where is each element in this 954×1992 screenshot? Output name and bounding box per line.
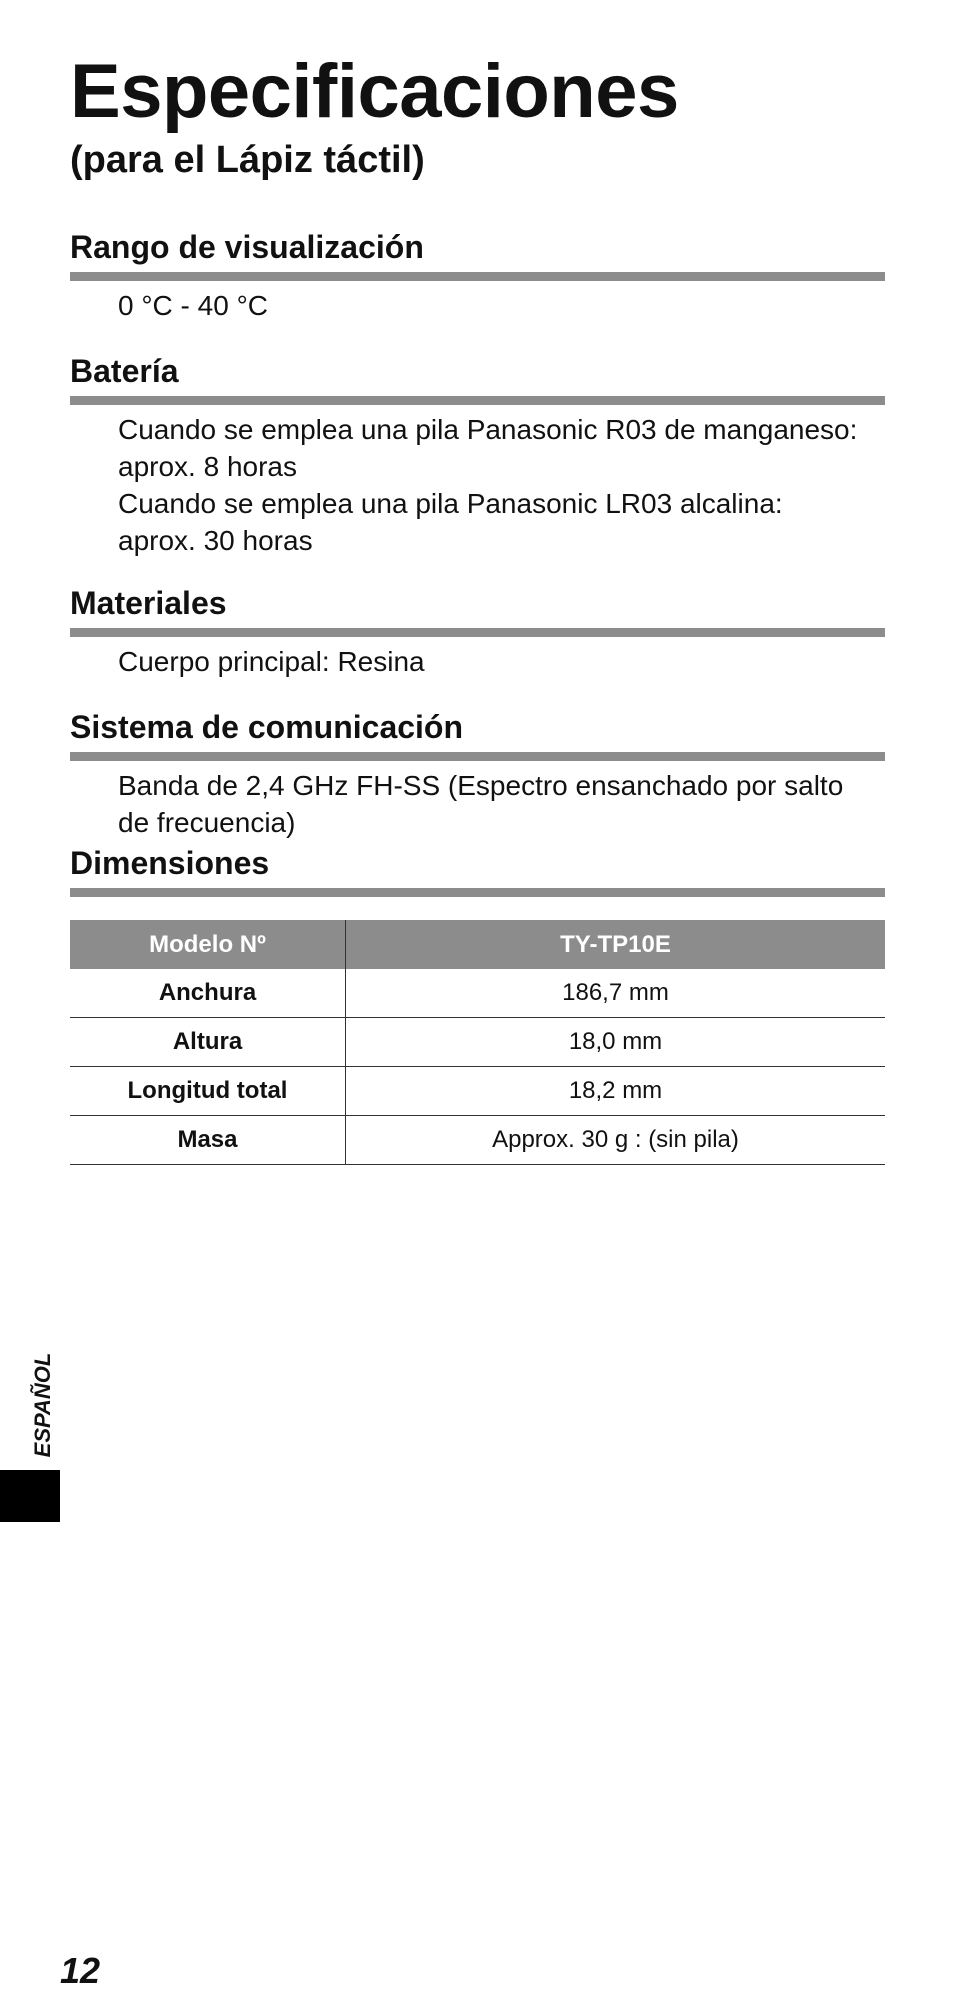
section-display-range [70, 228, 885, 324]
table-row [70, 1067, 885, 1116]
body-line: Cuando se emplea una pila Panasonic LR03 alcalina: [118, 488, 783, 520]
body-line: Cuando se emplea una pila Panasonic R03 de manganeso: [118, 414, 858, 446]
table-cell-value: 18,2 mm [346, 1067, 886, 1116]
section-communication [70, 708, 885, 841]
section-dimensions [70, 844, 885, 897]
page-subtitle: (para el Lápiz táctil) [70, 139, 425, 181]
table-cell-value: 18,0 mm [346, 1018, 886, 1067]
body-line: Banda de 2,4 GHz FH-SS (Espectro ensanchado por salto [118, 770, 844, 802]
section-heading: Rango de visualización [70, 228, 885, 281]
page-number: 12 [60, 1950, 101, 1991]
table-row [70, 969, 885, 1018]
body-line: aprox. 30 horas [118, 525, 313, 557]
section-heading: Batería [70, 352, 885, 405]
language-tab-label: ESPAÑOL [30, 1352, 55, 1458]
table-header-row [70, 920, 885, 969]
page-title: Especificaciones [70, 49, 679, 134]
table-cell-value: 186,7 mm [346, 969, 886, 1018]
table-header-cell: TY-TP10E [346, 920, 886, 969]
section-body [118, 411, 885, 559]
table-cell-label: Altura [70, 1018, 346, 1067]
dimensions-table [70, 920, 885, 1165]
body-line: aprox. 8 horas [118, 451, 297, 483]
section-materials [70, 584, 885, 680]
table-row [70, 1116, 885, 1165]
table-cell-label: Longitud total [70, 1067, 346, 1116]
section-body [118, 643, 885, 680]
body-line: Cuerpo principal: Resina [118, 646, 425, 678]
section-body [118, 287, 885, 324]
table-row [70, 1018, 885, 1067]
table-header-cell: Modelo Nº [70, 920, 346, 969]
language-tab-marker [0, 1470, 60, 1522]
body-line: de frecuencia) [118, 807, 296, 839]
body-line: 0 °C - 40 °C [118, 290, 268, 322]
section-heading: Materiales [70, 584, 885, 637]
table-cell-value: Approx. 30 g : (sin pila) [346, 1116, 886, 1165]
section-heading: Dimensiones [70, 844, 885, 897]
table-cell-label: Anchura [70, 969, 346, 1018]
section-heading: Sistema de comunicación [70, 708, 885, 761]
section-battery [70, 352, 885, 559]
table-cell-label: Masa [70, 1116, 346, 1165]
section-body [118, 767, 885, 841]
